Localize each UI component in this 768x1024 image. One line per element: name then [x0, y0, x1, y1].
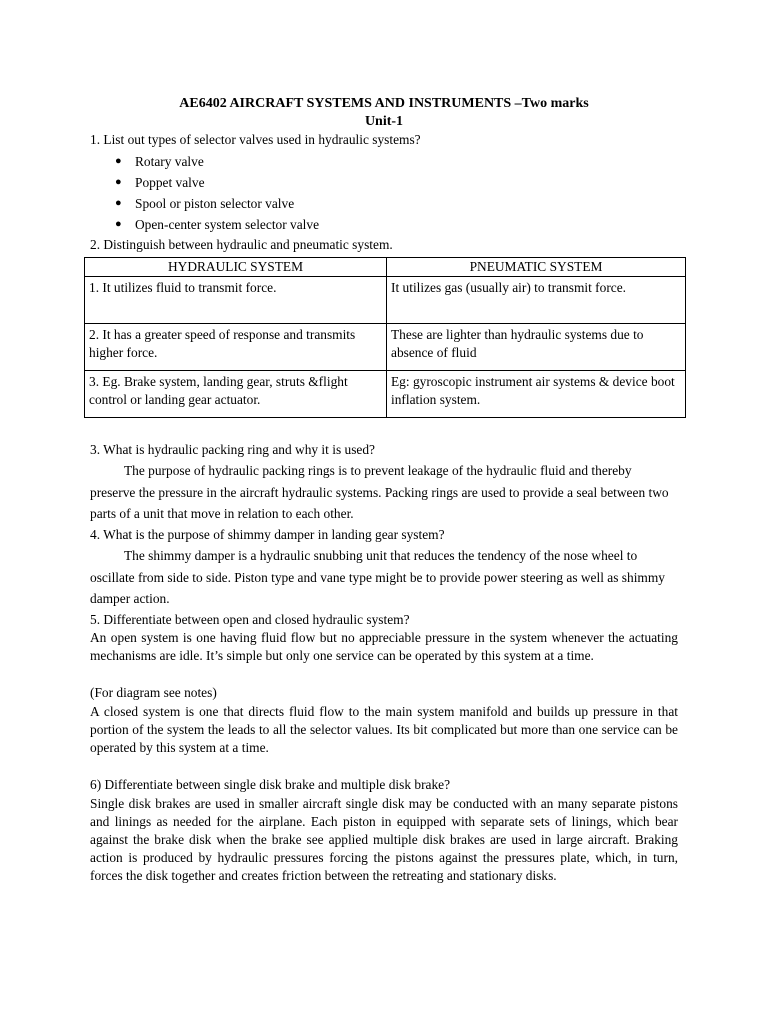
question-4: 4. What is the purpose of shimmy damper in landing gear system?: [90, 527, 445, 542]
question-5: 5. Differentiate between open and closed hydraulic system?: [90, 612, 410, 627]
table-cell: 2. It has a greater speed of response and transmits higher force.: [85, 324, 387, 371]
question-6: 6) Differentiate between single disk brake and multiple disk brake?: [90, 777, 451, 792]
table-cell: Eg: gyroscopic instrument air systems & device boot inflation system.: [387, 371, 686, 418]
table-row: [85, 277, 686, 324]
question-3: 3. What is hydraulic packing ring and why it is used?: [90, 442, 375, 457]
question-2: 2. Distinguish between hydraulic and pneumatic system.: [90, 237, 393, 252]
table-row: [85, 371, 686, 418]
question-1: 1. List out types of selector valves used in hydraulic systems?: [90, 132, 421, 147]
document-title: AE6402 AIRCRAFT SYSTEMS AND INSTRUMENTS –Two marks: [179, 96, 589, 111]
bullet-icon: ●: [115, 218, 122, 230]
table-header-pneumatic: PNEUMATIC SYSTEM: [387, 258, 686, 277]
bullet-icon: ●: [115, 197, 122, 209]
table-cell: 3. Eg. Brake system, landing gear, struts &flight control or landing gear actuator.: [85, 371, 387, 418]
table-header-row: [85, 258, 686, 277]
selector-valve-list: [115, 151, 319, 235]
table-cell: These are lighter than hydraulic systems due to absence of fluid: [387, 324, 686, 371]
answer-5-note: (For diagram see notes): [90, 685, 217, 700]
table-cell: It utilizes gas (usually air) to transmit force.: [387, 277, 686, 324]
list-item: ● Spool or piston selector valve: [115, 193, 319, 214]
list-item: ● Poppet valve: [115, 172, 319, 193]
list-item: ● Open-center system selector valve: [115, 214, 319, 235]
comparison-table: [84, 257, 686, 418]
answer-5-open: An open system is one having fluid flow but no appreciable pressure in the system whenever the actuating mechanisms are idle. It’s simple but only one service can be operated by this system at a time.: [90, 630, 678, 663]
table-header-hydraulic: HYDRAULIC SYSTEM: [85, 258, 387, 277]
list-item: ● Rotary valve: [115, 151, 319, 172]
table-row: [85, 324, 686, 371]
answer-6: Single disk brakes are used in smaller aircraft single disk may be conducted with an many separate pistons and linings as needed for the airplane. Each piston in equipped with separate sets of linings, which bear against the brake disk when the brake see applied multiple disk brakes are used in large aircraft. Braking action is produced by hydraulic pressures forcing the pistons against the pressures plate, which, in turn, forces the disk together and creates friction between the retreating and stationary disks.: [90, 796, 678, 883]
bullet-icon: ●: [115, 155, 122, 167]
answer-4: The shimmy damper is a hydraulic snubbing unit that reduces the tendency of the nose wheel to oscillate from side to side. Piston type and vane type might be to provide power steering as well as shimmy damper action.: [90, 548, 665, 606]
bullet-icon: ●: [115, 176, 122, 188]
answer-5-closed: A closed system is one that directs fluid flow to the main system manifold and builds up pressure in that portion of the system the leads to all the selector values. Its bit complicated but more than one service can be operated by this system at a time.: [90, 704, 678, 755]
answer-3: The purpose of hydraulic packing rings is to prevent leakage of the hydraulic fluid and thereby preserve the pressure in the aircraft hydraulic systems. Packing rings are used to provide a seal between two parts of a unit that move in relation to each other.: [90, 463, 669, 521]
unit-heading: Unit-1: [364, 114, 404, 129]
table-cell: 1. It utilizes fluid to transmit force.: [85, 277, 387, 324]
